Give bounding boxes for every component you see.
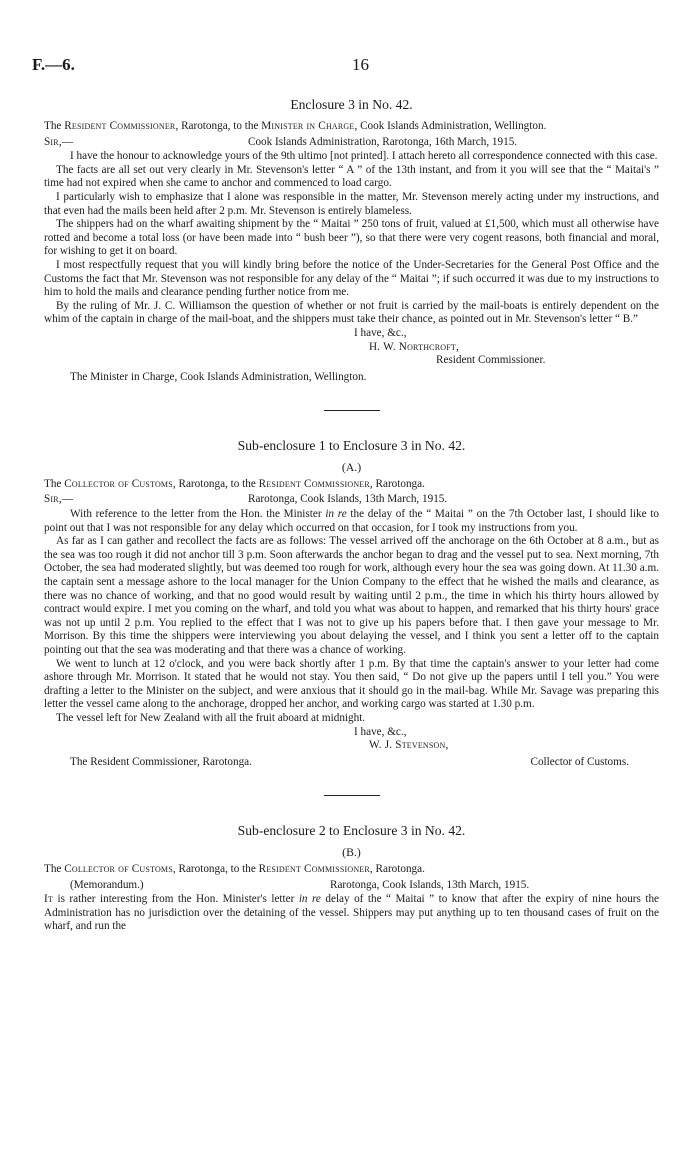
paragraph-text: With reference to the letter from the Hon. the Minister [70, 508, 322, 521]
page-number: 16 [352, 55, 369, 74]
enclosure-3 [44, 96, 659, 384]
page-body [44, 96, 659, 934]
address-line: The Resident Commissioner, Rarotonga. [70, 755, 252, 768]
signature-name: W. J. Stevenson, [369, 739, 449, 752]
dateline: Cook Islands Administration, Rarotonga, 16th March, 1915. [248, 135, 518, 148]
section-divider [324, 795, 380, 796]
sub-enclosure-title: Sub-enclosure 2 to Enclosure 3 in No. 42. [237, 823, 466, 839]
addressing-recipient: Resident Commissioner [258, 862, 370, 875]
addressing-text: The [44, 862, 62, 875]
paragraph: I most respectfully request that you will kindly bring before the notice of the Under-Secretaries for the General Post Office and the Customs the fact that Mr. Stevenson was not responsible for any delay of the “ Maitai ”; if such occurred it was due to my instructions to him to hold the mails and clearance pending further notice from me. [44, 258, 659, 299]
paragraph: I particularly wish to emphasize that I alone was responsible in the matter, Mr. Stevenson merely acting under my instructions, and that even had the mails been held after 2 p.m. Mr. Stevenson is entirely blameless. [44, 190, 659, 217]
addressing-sender: Resident Commissioner [64, 120, 176, 132]
paragraph-lead: It [44, 893, 54, 906]
salutation: Sir,— [44, 135, 74, 148]
signature-title: Resident Commissioner. [436, 354, 546, 367]
enclosure-addressing [44, 120, 659, 134]
salutation-row [44, 493, 659, 507]
signature-title: Collector of Customs. [530, 755, 629, 768]
addressing-text: , Rarotonga. [369, 862, 425, 875]
sub-enclosure-addressing [44, 478, 659, 492]
sub-enclosure-1 [44, 437, 659, 769]
latin-phrase: in re [298, 893, 321, 906]
salutation: Sir,— [44, 493, 74, 506]
addressing-text: , Rarotonga, to the [175, 120, 259, 132]
document-reference: F.—6. [32, 55, 75, 74]
addressing-text: , Rarotonga, to the [172, 862, 256, 875]
paragraph: As far as I can gather and recollect the facts are as follows: The vessel arrived off the anchorage on the 6th October at 8 a.m., but as the sea was too rough it did not anchor till 3 p.m. Soon afterwards the anchor began to drag and the vessel put to sea. Next morning, 7th October, the sea had moderated slightly, but was deemed too rough for work, although every hour the sea was going down. At 11.30 a.m. the captain sent a message ashore to the local manager for the Union Company to the effect that he wished the mails and clearance, as there was no chance of working, and that no good would result by waiting until 2 p.m., the time in which his thirty hours allowed by contract would expire. I met you coming on the wharf, and told you what was about to happen, and remarked that his thirty hours' grace was not up until 2 p.m. You replied to the effect that I was not to give up his papers before that. I then gave your message to Mr. Morrison. By this time the shippers were interviewing you about delaying the vessel, and I think you sent a letter off to the captain pointing out that the sea was moderating and that there was a chance of working. [44, 535, 659, 656]
sub-enclosure-addressing [44, 863, 659, 877]
sub-enclosure-title: Sub-enclosure 1 to Enclosure 3 in No. 42. [237, 438, 466, 454]
signature-name: H. W. Northcroft, [369, 340, 459, 353]
address-line: The Minister in Charge, Cook Islands Administration, Wellington. [70, 370, 367, 383]
section-divider [324, 410, 380, 411]
paragraph-text: is rather interesting from the Hon. Minister's letter [57, 893, 295, 906]
dateline: Rarotonga, Cook Islands, 13th March, 1915. [330, 878, 530, 891]
addressing-text: The [44, 120, 62, 132]
letter-mark: (A.) [341, 460, 362, 475]
addressing-sender: Collector of Customs [64, 862, 173, 875]
memo-label: (Memorandum.) [70, 878, 144, 891]
addressing-recipient: Resident Commissioner [258, 477, 370, 490]
paragraph: The facts are all set out very clearly in Mr. Stevenson's letter “ A ” of the 13th instant, and from it you will see that the “ Maitai's ” time had not expired when she came to anchor and commenced to load cargo. [44, 163, 659, 190]
paragraph: The vessel left for New Zealand with all the fruit aboard at midnight. [56, 711, 366, 724]
paragraph: By the ruling of Mr. J. C. Williamson the question of whether or not fruit is carried by the mail-boats is entirely dependent on the whim of the captain in charge of the mail-boat, and the shippers must take their chance, as pointed out in Mr. Stevenson's letter “ B.” [44, 299, 659, 326]
memo-row [44, 879, 659, 893]
enclosure-title: Enclosure 3 in No. 42. [290, 97, 413, 112]
salutation-row [44, 136, 659, 150]
dateline: Rarotonga, Cook Islands, 13th March, 1915. [248, 493, 448, 506]
paragraph: The shippers had on the wharf awaiting shipment by the “ Maitai ” 250 tons of fruit, valued at £1,500, which must all otherwise have rotted and become a total loss (or have been made into “ bush beer ”), so that there were very cogent reasons, both financial and moral, for wishing to get it on board. [44, 218, 659, 258]
closing: I have, &c., [354, 725, 407, 738]
paragraph: We went to lunch at 12 o'clock, and you were back shortly after 1 p.m. By that time the captain's answer to your letter had come ashore through Mr. Morrison. It stated that he would not stay. You then said, “ Do not give up the papers until I tell you.” You were drafting a letter to the Minister on the subject, and were anxious that it should go in the mail-bag. While Mr. Savage was preparing this letter the vessel came along to the anchorage, dropped her anchor, and working cargo was started at 1.30 p.m. [44, 657, 659, 711]
paragraph: I have the honour to acknowledge yours of the 9th ultimo [not printed]. I attach hereto all correspondence connected with this case. [70, 150, 658, 163]
paragraph-text: the delay of the “ Maitai ” on the 7th October last, I should like to point out that I was not responsible for any delay which occurred on that occasion, for I took my instructions from you. [44, 508, 660, 534]
addressing-sender: Collector of Customs [64, 477, 173, 490]
paragraph [44, 508, 659, 535]
closing: I have, &c., [354, 326, 407, 339]
addressing-text: , Cook Islands Administration, Wellington. [354, 120, 547, 132]
paragraph-text: delay of the “ Maitai ” to know that after the expiry of nine hours the Administration has no jurisdiction over the detaining of the vessel. Shippers may put anything up to ten thousand cases of fruit on the wharf, and run the [44, 893, 660, 933]
signature-row [44, 756, 659, 770]
addressing-text: , Rarotonga, to the [172, 477, 256, 490]
addressing-text: The [44, 477, 62, 490]
letter-mark: (B.) [342, 845, 361, 860]
latin-phrase: in re [325, 508, 347, 521]
addressing-recipient: Minister in Charge [261, 120, 355, 132]
addressing-text: , Rarotonga. [369, 477, 425, 490]
paragraph [44, 893, 659, 934]
sub-enclosure-2 [44, 822, 659, 934]
page-header [32, 55, 660, 84]
